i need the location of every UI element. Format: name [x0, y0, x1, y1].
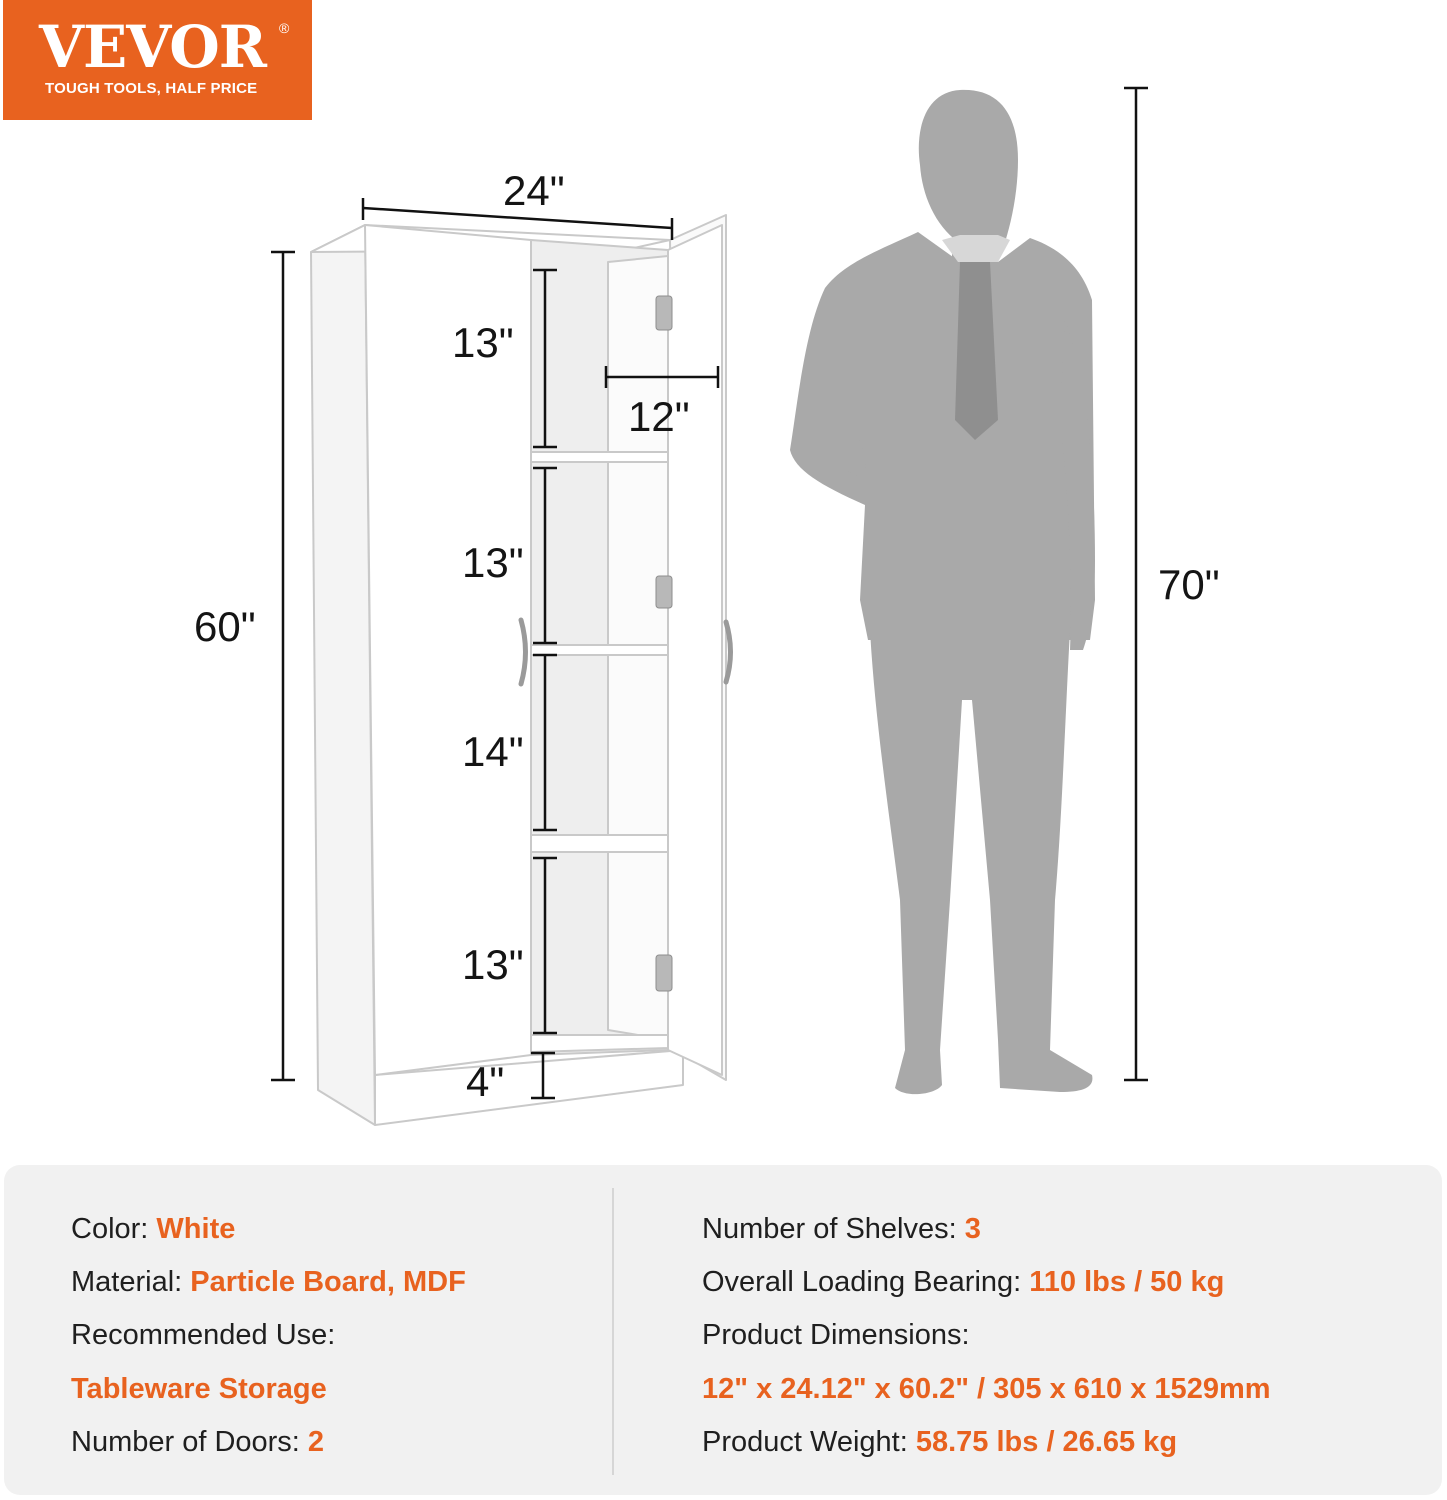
spec-doors: [71, 1428, 324, 1457]
dimension-shelf-3: 14": [462, 728, 524, 775]
spec-label: Number of Shelves:: [702, 1213, 965, 1245]
dimension-shelf-2: 13": [462, 539, 524, 586]
spec-label: Product Weight:: [702, 1426, 916, 1458]
spec-value: Tableware Storage: [71, 1373, 327, 1405]
spec-value: 12" x 24.12" x 60.2" / 305 x 610 x 1529mm: [702, 1373, 1271, 1405]
spec-label: Material:: [71, 1266, 191, 1298]
spec-weight: [702, 1428, 1177, 1457]
spec-value: White: [156, 1213, 236, 1245]
spec-material: [71, 1268, 466, 1297]
spec-dimensions-value: [702, 1375, 1271, 1404]
dimension-person-height: 70": [1158, 561, 1220, 608]
spec-label: Number of Doors:: [71, 1426, 308, 1458]
dimension-width: 24": [503, 167, 565, 214]
spec-value: 58.75 lbs / 26.65 kg: [915, 1426, 1178, 1458]
spec-label: Product Dimensions:: [702, 1319, 970, 1351]
spec-label: Recommended Use:: [71, 1319, 336, 1351]
dimension-depth: 12": [628, 393, 690, 440]
shelf: [531, 645, 668, 655]
cabinet-side-panel: [311, 225, 375, 1125]
spec-loading: [702, 1268, 1224, 1297]
dimension-height: 60": [194, 603, 256, 650]
dimension-base: 4": [466, 1058, 505, 1105]
spec-recommended-use-value: [71, 1375, 327, 1404]
spec-value: 110 lbs / 50 kg: [1029, 1266, 1225, 1298]
registered-mark: ®: [279, 20, 290, 36]
spec-label: Color:: [71, 1213, 157, 1245]
brand-name: VEVOR: [39, 13, 266, 81]
spec-value: Particle Board, MDF: [190, 1266, 466, 1298]
spec-shelves: [702, 1215, 981, 1244]
spec-recommended-use: [71, 1321, 335, 1350]
brand-tagline: TOUGH TOOLS, HALF PRICE: [45, 80, 258, 97]
shelf: [531, 835, 668, 852]
spec-value: 2: [307, 1426, 325, 1458]
spec-label: Overall Loading Bearing:: [702, 1266, 1030, 1298]
dimension-shelf-4: 13": [462, 941, 524, 988]
panel-divider: [612, 1188, 614, 1475]
spec-color: [71, 1215, 235, 1244]
shelf: [531, 452, 668, 462]
spec-value: 3: [964, 1213, 981, 1245]
spec-dimensions: [702, 1321, 970, 1350]
dimension-shelf-1: 13": [452, 319, 514, 366]
